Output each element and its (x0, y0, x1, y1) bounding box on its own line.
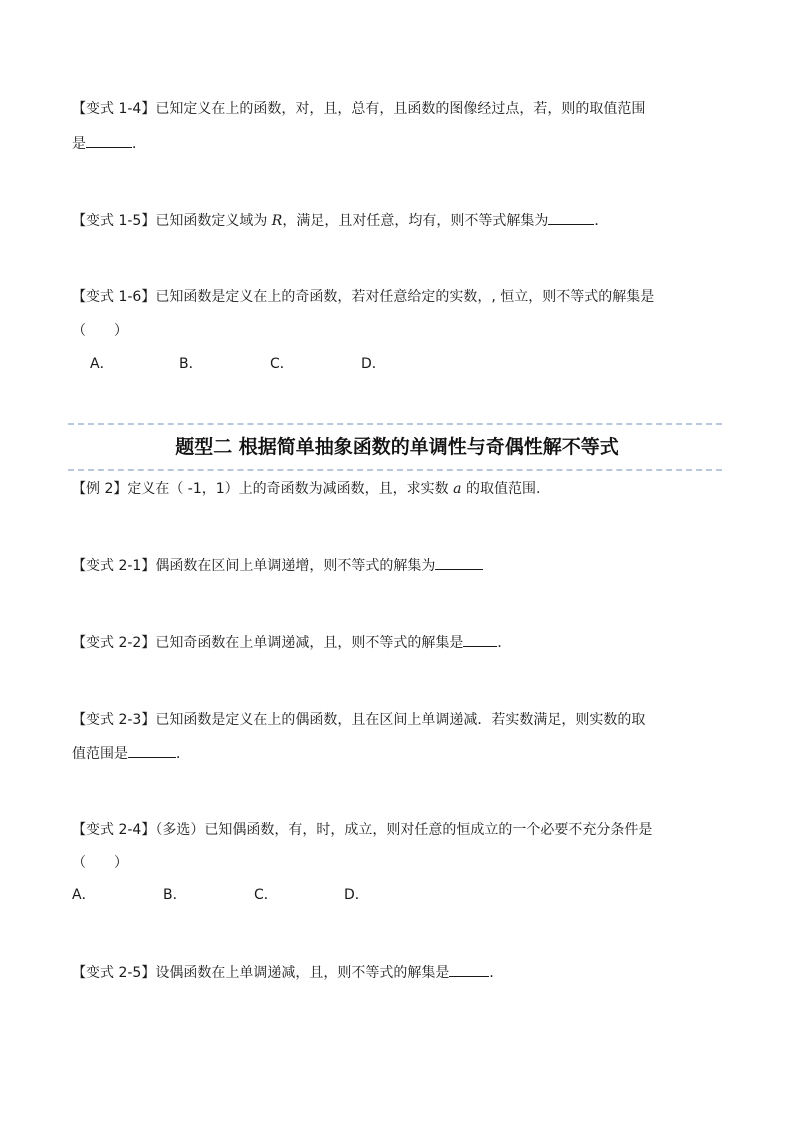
variant-1-5-prefix: 【变式 1-5】已知函数定义域为 (72, 213, 268, 229)
variant-2-3-text: 【变式 2-3】已知函数是定义在上的偶函数，且在区间上单调递减．若实数满足，则实数的取 (72, 712, 646, 728)
variant-1-6-text: 【变式 1-6】已知函数是定义在上的奇函数，若对任意给定的实数，, 恒立，则不等式的解集是 (72, 289, 655, 305)
variant-1-6-paren (72, 322, 128, 340)
variant-1-5-line (72, 212, 608, 230)
option-a[interactable]: A． (90, 356, 114, 372)
example-2-rest: 的取值范围. (465, 481, 541, 497)
option-c[interactable]: C． (270, 356, 294, 372)
variant-1-6-line (72, 288, 654, 306)
variant-2-1-line (72, 557, 483, 575)
variant-2-3-cont: 值范围是 (72, 746, 128, 762)
variant-1-4-line-2 (72, 135, 146, 153)
variant-2-3-tail: ． (176, 746, 190, 762)
variant-2-4-paren (72, 854, 128, 872)
variant-2-5-tail: ． (489, 965, 504, 981)
answer-blank[interactable] (463, 634, 497, 647)
choice-paren: （ ） (72, 323, 128, 339)
option-a[interactable]: A． (72, 887, 96, 903)
variant-1-5-var-r: R (271, 213, 283, 229)
variant-1-4-cont: 是 (72, 136, 86, 152)
variant-2-4-text: 【变式 2-4】（多选）已知偶函数，有，时，成立，则对任意的恒成立的一个必要不充分条件是 (72, 822, 653, 838)
option-d[interactable]: D． (361, 356, 386, 372)
option-d[interactable]: D． (344, 887, 369, 903)
example-2-line (72, 480, 540, 498)
example-2-prefix: 【例 2】定义在（ -1，1）上的奇函数为减函数，且，求实数 (72, 481, 449, 497)
variant-2-2-tail: ． (497, 635, 512, 651)
variant-2-5-line (72, 964, 503, 982)
variant-2-2-text: 【变式 2-2】已知奇函数在上单调递减，且，则不等式的解集是 (72, 635, 464, 651)
option-c[interactable]: C． (254, 887, 278, 903)
variant-2-1-text: 【变式 2-1】偶函数在区间上单调递增，则不等式的解集为 (72, 558, 436, 574)
variant-1-5-tail: ． (594, 213, 609, 229)
answer-blank[interactable] (86, 135, 132, 148)
variant-2-4-line (72, 821, 652, 839)
variant-1-4-tail: ． (132, 136, 146, 152)
variant-1-5-rest: ，满足，且对任意，均有，则不等式解集为 (282, 213, 549, 229)
answer-blank[interactable] (435, 557, 483, 570)
answer-blank[interactable] (548, 212, 594, 225)
variant-2-5-text: 【变式 2-5】设偶函数在上单调递减，且，则不等式的解集是 (72, 965, 450, 981)
example-2-var-a: a (453, 481, 462, 497)
variant-1-4-line-1 (72, 100, 645, 118)
answer-blank[interactable] (449, 964, 489, 977)
variant-2-3-line-1 (72, 711, 645, 729)
section-title: 题型二 根据简单抽象函数的单调性与奇偶性解不等式 (175, 436, 619, 458)
section-divider-bottom (68, 469, 722, 471)
variant-1-4-text: 【变式 1-4】已知定义在上的函数，对，且，总有，且函数的图像经过点，若，则的取值范围 (72, 101, 646, 117)
variant-2-2-line (72, 634, 511, 652)
choice-paren: （ ） (72, 855, 128, 871)
option-b[interactable]: B． (179, 356, 203, 372)
option-b[interactable]: B． (163, 887, 187, 903)
answer-blank[interactable] (128, 745, 176, 758)
variant-2-3-line-2 (72, 745, 190, 763)
section-divider-top (68, 423, 722, 425)
